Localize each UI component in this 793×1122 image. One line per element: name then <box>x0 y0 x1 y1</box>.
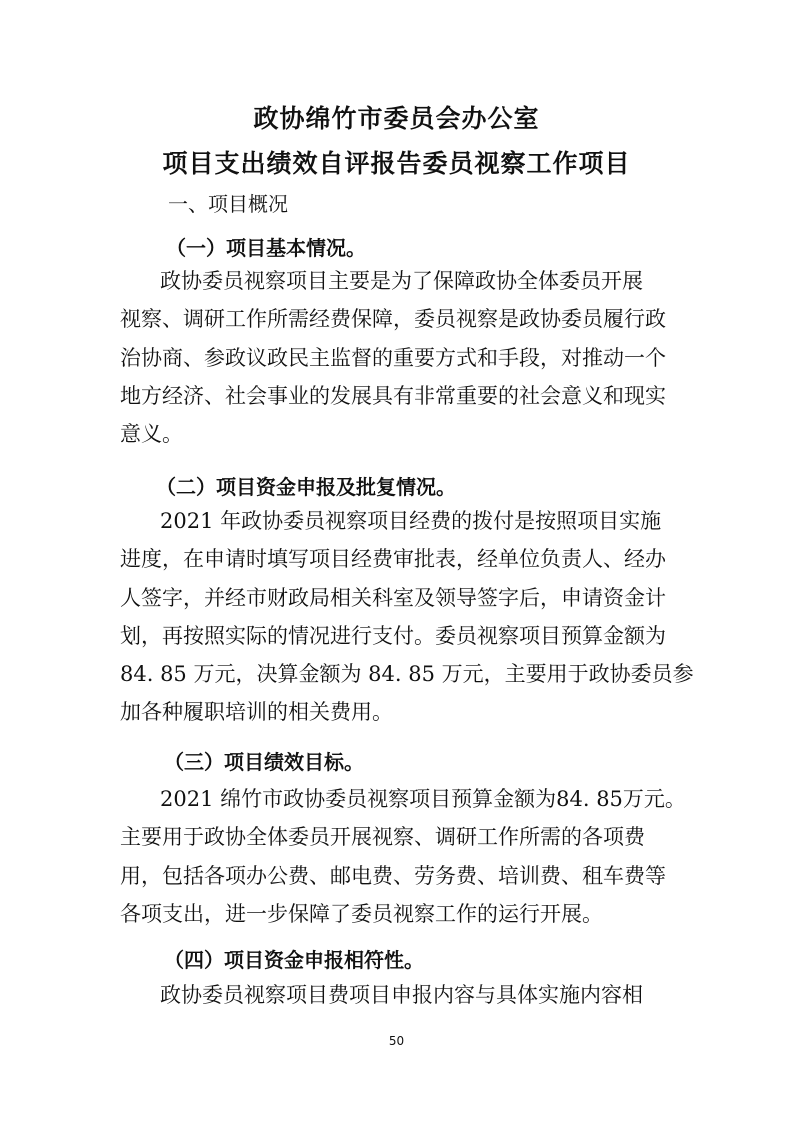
paragraph-line: 治协商、参政议政民主监督的重要方式和手段，对推动一个 <box>120 345 666 370</box>
paragraph-fund-consistency <box>120 976 678 1014</box>
paragraph-line: 划，再按照实际的情况进行支付。委员视察项目预算金额为 <box>120 623 666 648</box>
page-number: 50 <box>388 1034 405 1048</box>
paragraph-line: 加各种履职培训的相关费用。 <box>120 700 393 725</box>
paragraph-line: 意义。 <box>120 422 183 447</box>
subheading-fund-consistency: （四）项目资金申报相符性。 <box>164 948 424 972</box>
paragraph-line: 2021 绵竹市政协委员视察项目预算金额为84. 85万元。 <box>160 787 686 811</box>
document-title-line2: 项目支出绩效自评报告委员视察工作项目 <box>162 149 631 178</box>
document-title-line1: 政协绵竹市委员会办公室 <box>253 104 540 133</box>
paragraph-line: 各项支出，进一步保障了委员视察工作的运行开展。 <box>120 901 603 926</box>
paragraph-line: 主要用于政协全体委员开展视察、调研工作所需的各项费 <box>120 825 645 850</box>
subheading-performance-goal: （三）项目绩效目标。 <box>164 750 364 774</box>
paragraph-basic-info <box>120 262 678 453</box>
subheading-basic-info: （一）项目基本情况。 <box>166 236 366 260</box>
paragraph-line: 用，包括各项办公费、邮电费、劳务费、培训费、租车费等 <box>120 863 666 888</box>
paragraph-line: 2021 年政协委员视察项目经费的拨付是按照项目实施 <box>160 509 662 533</box>
paragraph-line: 进度，在申请时填写项目经费审批表，经单位负责人、经办 <box>120 547 666 572</box>
paragraph-line: 人签字，并经市财政局相关科室及领导签字后，申请资金计 <box>120 585 666 610</box>
paragraph-fund-application <box>120 502 694 732</box>
paragraph-performance-goal <box>120 780 686 933</box>
paragraph-line: 政协委员视察项目主要是为了保障政协全体委员开展 <box>160 269 643 293</box>
paragraph-line: 84. 85 万元，决算金额为 84. 85 万元，主要用于政协委员参 <box>120 662 694 687</box>
paragraph-line: 地方经济、社会事业的发展具有非常重要的社会意义和现实 <box>120 383 666 408</box>
paragraph-line: 视察、调研工作所需经费保障，委员视察是政协委员履行政 <box>120 307 666 332</box>
paragraph-line: 政协委员视察项目费项目申报内容与具体实施内容相 <box>160 983 643 1007</box>
subheading-fund-application: （二）项目资金申报及批复情况。 <box>156 475 456 499</box>
section-heading-overview: 一、项目概况 <box>168 192 288 216</box>
